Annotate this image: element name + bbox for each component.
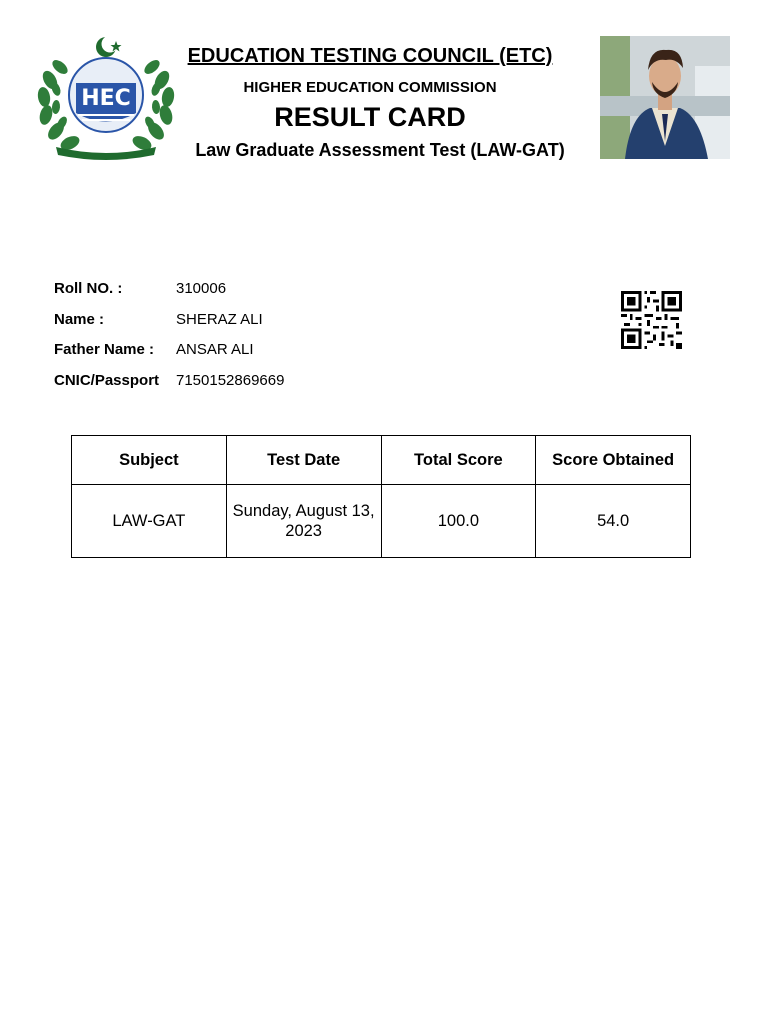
cell-subject: LAW-GAT [72, 485, 227, 558]
info-row-cnic [54, 372, 284, 403]
info-row-roll [54, 280, 284, 311]
hec-logo [36, 35, 176, 160]
organization-title: EDUCATION TESTING COUNCIL (ETC) [187, 45, 553, 67]
table-row [72, 485, 691, 558]
name-value: SHERAZ ALI [176, 310, 263, 328]
column-header-total-score: Total Score [381, 436, 536, 485]
cell-test-date: Sunday, August 13, 2023 [226, 485, 381, 558]
father-name-label: Father Name : [54, 341, 155, 358]
candidate-info [54, 280, 284, 402]
cnic-label: CNIC/Passport [54, 371, 160, 389]
info-row-name [54, 311, 284, 342]
table-header-row [72, 436, 691, 485]
roll-label: Roll NO. : [54, 280, 123, 297]
page-title: RESULT CARD [274, 102, 466, 132]
commission-title: HIGHER EDUCATION COMMISSION [243, 79, 497, 96]
cnic-value: 7150152869669 [176, 371, 285, 389]
qr-code [621, 291, 682, 349]
roll-value: 310006 [176, 280, 227, 297]
cell-score-obtained: 54.0 [536, 485, 691, 558]
info-row-father [54, 341, 284, 372]
test-name: Law Graduate Assessment Test (LAW-GAT) [195, 140, 565, 160]
candidate-photo [600, 36, 730, 159]
column-header-test-date: Test Date [226, 436, 381, 485]
father-name-value: ANSAR ALI [176, 341, 254, 358]
column-header-score-obtained: Score Obtained [536, 436, 691, 485]
result-table [71, 435, 691, 558]
cell-total-score: 100.0 [381, 485, 536, 558]
column-header-subject: Subject [72, 436, 227, 485]
logo-text: HEC [81, 86, 131, 111]
name-label: Name : [54, 310, 105, 328]
